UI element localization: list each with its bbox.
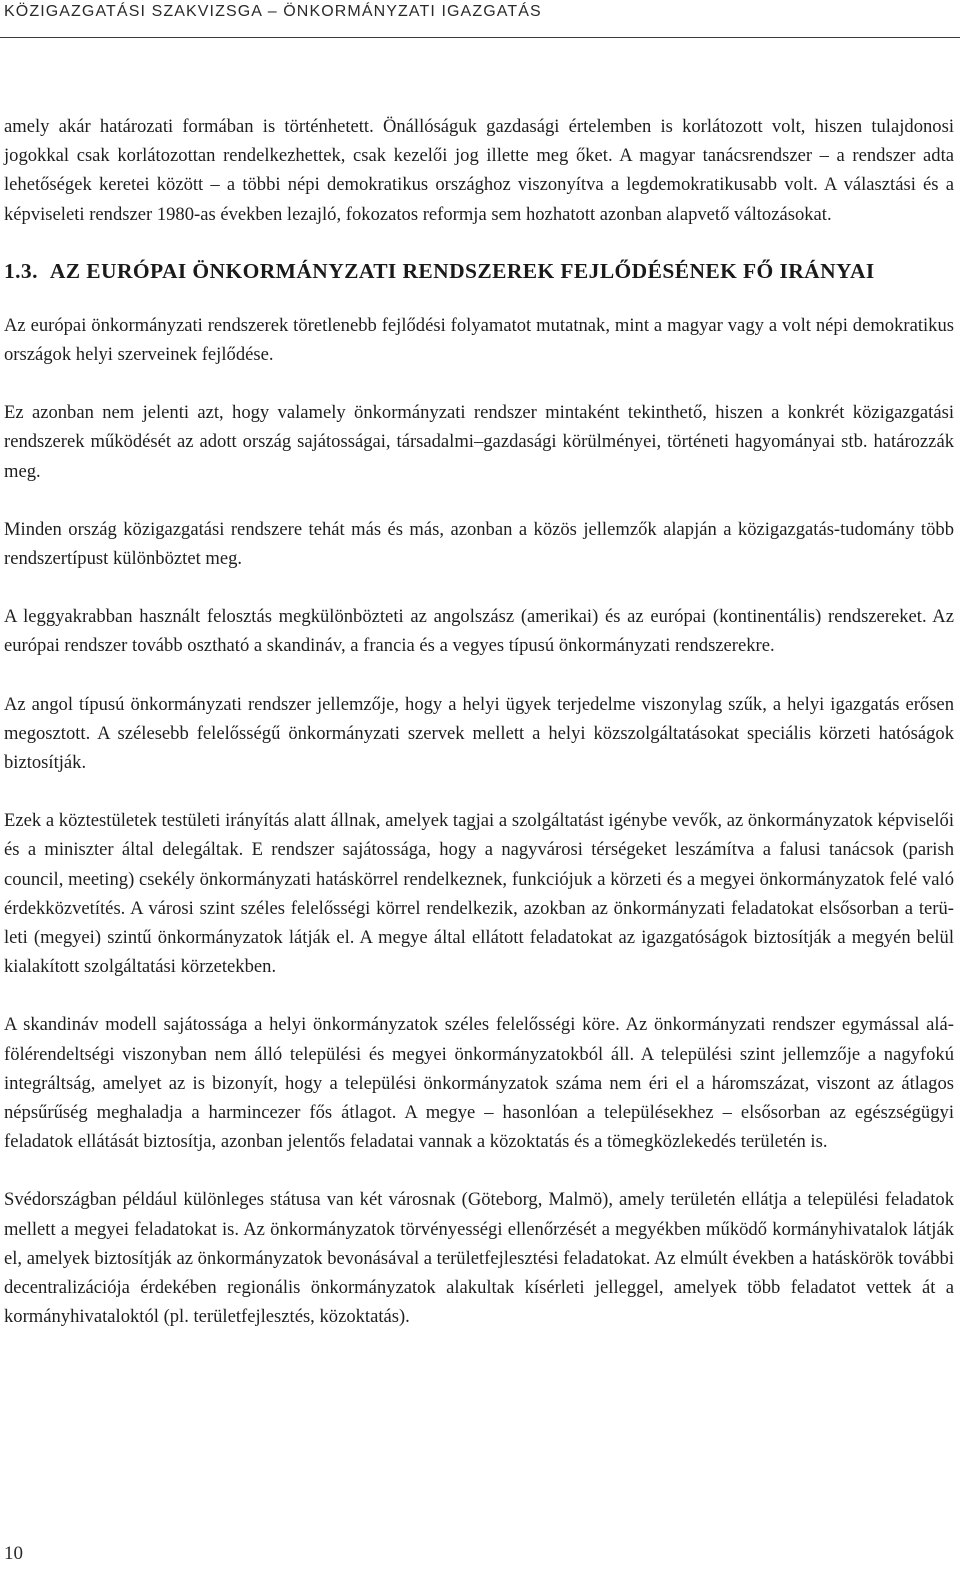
header-rule [0, 37, 960, 38]
section-title: AZ EURÓPAI ÖNKORMÁNYZATI RENDSZEREK FEJLŐDÉSÉNEK FŐ IRÁNYAI [49, 258, 875, 283]
running-header: KÖZIGAZGATÁSI SZAKVIZSGA – ÖNKORMÁNYZATI IGAZGATÁS [4, 3, 542, 20]
page-number: 10 [4, 1543, 23, 1564]
paragraph-8: Svédországban például különleges státusa van két városnak (Göteborg, Malmö), amely területén ellátja a települési feladatok mellett a megyei feladatokat is. Az önkormányzatok törvényességi ellenőrzését a megyékben működő kormányhivatalok látják el, amelyek biztosítják az önkormányzatok bevonásával a területfejlesztési feladatokat. Az elmúlt években a hatáskörök további decentralizációja érdekében regionális önkormányzatok alakultak kísérleti jelleggel, amelyek több feladatot vettek át a kormányhivataloktól (pl. területfejlesztés, közoktatás). [4, 1189, 954, 1328]
paragraph-5: Az angol típusú önkormányzati rendszer jellemzője, hogy a helyi ügyek terjedelme viszonylag szűk, a helyi igazgatás erősen megosztott. A szélesebb felelősségű önkormányzati szervek mellett a helyi közszolgáltatásokat speciális körzeti hatóságok biztosítják. [4, 693, 954, 774]
paragraph-3: Minden ország közigazgatási rendszere tehát más és más, azonban a közös jellemzők alapján a közigazgatás-tudomány több rendszertípust különböztet meg. [4, 518, 954, 570]
paragraph-6: Ezek a köztestületek testületi irányítás alatt állnak, amelyek tagjai a szolgáltatást igénybe vevők, az önkormányzatok képviselői és a miniszter által delegáltak. E rendszer sajátossága, hogy a nagyvárosi térségeket leszámítva a falusi tanácsok (parish council, meeting) csekély önkormányzati hatáskörrel rendelkeznek, funkciójuk a körzeti és a megyei önkormányzatok felé való érdekközvetítés. A városi szint széles felelősségi körrel rendelkezik, azokban az önkormányzati feladatokat elsősorban a területi (megyei) szintű önkormányzatok látják el. A megye által ellátott feladatokat az igazgatóságok biztosítják a megyén belül kialakított szolgáltatási körzetekben. [4, 810, 954, 978]
paragraph-1: Az európai önkormányzati rendszerek töretlenebb fejlődési folyamatot mutatnak, mint a magyar vagy a volt népi demokratikus országok helyi szerveinek fejlődése. [4, 314, 954, 366]
section-heading [4, 256, 954, 286]
intro-paragraph: amely akár határozati formában is történhetett. Önállóságuk gazdasági értelemben is korlátozott volt, hiszen tulajdonosi jogokkal csak korlátozottan rendelkezhettek, csak kezelői jog illette meg őket. A magyar tanácsrendszer – a rendszer adta lehetőségek keretei között – a többi népi demokratikus országhoz viszonyítva a legdemokratikusabb volt. A választási és a képviseleti rendszer 1980-as években lezajló, fokozatos reformja sem hozhatott azonban alapvető változásokat. [4, 116, 954, 225]
paragraph-4: A leggyakrabban használt felosztás megkülönbözteti az angolszász (amerikai) és az európai (kontinentális) rendszereket. Az európai rendszer tovább osztható a skandináv, a francia és a vegyes típusú önkormányzati rendszerekre. [4, 606, 954, 657]
paragraph-2: Ez azonban nem jelenti azt, hogy valamely önkormányzati rendszer mintaként tekinthető, hiszen a konkrét közigazgatási rendszerek működését az adott ország sajátosságai, társadalmi–gazdasági körülményei, történeti hagyományai stb. határozzák meg. [4, 402, 954, 482]
paragraph-7: A skandináv modell sajátossága a helyi önkormányzatok széles felelősségi köre. Az önkormányzati rendszer egymással alá-fölérendeltségi viszonyban nem álló települési és megyei önkormányzatokból áll. A települési szint jellemzője a nagyfokú integráltság, amelyet az is bizonyít, hogy a települési önkormányzatok száma nem éri el a háromszázat, viszont az átlagos népsűrűség meghaladja a harmincezer fős átlagot. A megye – hasonlóan a településekhez – elsősorban az egészségügyi feladatok ellátását biztosítja, azonban jelentős feladatai vannak a közoktatás és a tömegközlekedés területén is. [4, 1014, 954, 1153]
page-body [4, 112, 954, 1332]
section-number: 1.3. [4, 258, 38, 283]
